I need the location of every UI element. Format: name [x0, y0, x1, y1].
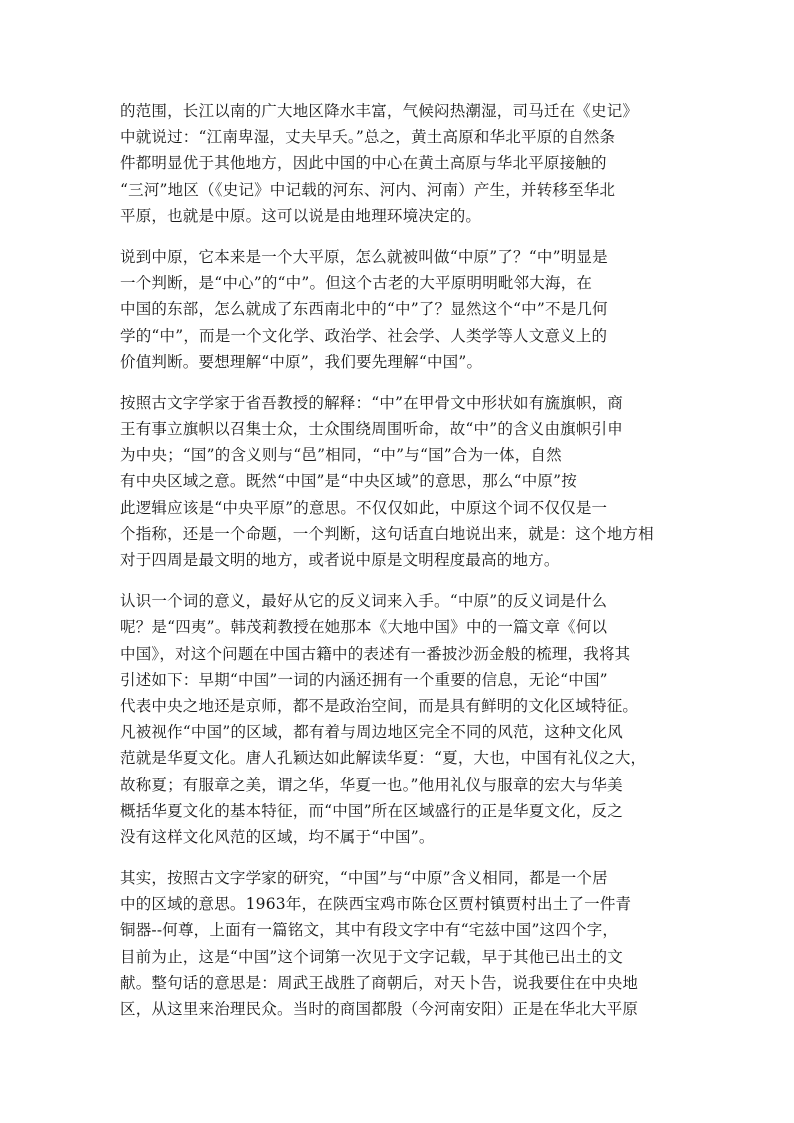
text-line: 王有事立旗帜以召集士众，士众围绕周围听命，故“中”的含义由旗帜引申 [120, 420, 623, 439]
text-line: 区，从这里来治理民众。当时的商国都殷（今河南安阳）正是在华北大平原 [120, 1000, 639, 1018]
text-line: 凡被视作“中国”的区域，都有着与周边地区完全不同的风范，这种文化风 [120, 723, 623, 742]
text-line: 个指称，还是一个命题，一个判断，这句话直白地说出来，就是：这个地方相 [120, 524, 654, 543]
text-line: 平原，也就是中原。这可以说是由地理环境决定的。 [120, 206, 482, 225]
text-line: 中的区域的意思。1963年，在陕西宝鸡市陈仓区贾村镇贾村出土了一件青 [120, 895, 632, 914]
text-line: 价值判断。要想理解“中原”，我们要先理解“中国”。 [120, 352, 483, 371]
text-line: 的范围，长江以南的广大地区降水丰富，气候闷热潮湿，司马迁在《史记》 [120, 102, 639, 120]
document-body [120, 98, 680, 1037]
text-line: 中国的东部，怎么就成了东西南北中的“中”了？显然这个“中”不是几何 [120, 300, 608, 319]
text-line: 代表中央之地还是京师，都不是政治空间，而是具有鲜明的文化区域特征。 [120, 696, 639, 715]
paragraph [120, 244, 680, 375]
paragraph [120, 865, 680, 1022]
text-line: 一个判断，是“中心”的“中”。但这个古老的大平原明明毗邻大海，在 [120, 274, 593, 293]
text-line: 中国》，对这个问题在中国古籍中的表述有一番披沙沥金般的梳理，我将其 [120, 644, 631, 663]
text-line: 有中央区域之意。既然“中国”是“中央区域”的意思，那么“中原”按 [120, 472, 577, 491]
text-line: 说到中原，它本来是一个大平原，怎么就被叫做“中原”了？“中”明显是 [120, 247, 608, 266]
text-line: “三河”地区（《史记》中记载的河东、河内、河南）产生，并转移至华北 [120, 180, 616, 199]
text-line: 按照古文字学家于省吾教授的解释：“中”在甲骨文中形状如有旒旗帜，商 [120, 393, 623, 412]
text-line: 学的“中”，而是一个文化学、政治学、社会学、人类学等人文意义上的 [120, 326, 608, 345]
text-line: 献。整句话的意思是：周武王战胜了商朝后，对天卜告，说我要住在中央地 [120, 973, 639, 992]
paragraph [120, 588, 680, 850]
text-line: 此逻辑应该是“中央平原”的意思。不仅仅如此，中原这个词不仅仅是一 [120, 498, 608, 517]
text-line: 目前为止，这是“中国”这个词第一次见于文字记载，早于其他已出土的文 [120, 947, 623, 966]
text-line: 对于四周是最文明的地方，或者说中原是文明程度最高的地方。 [120, 551, 560, 569]
text-line: 故称夏；有服章之美，谓之华，华夏一也。”他用礼仪与服章的宏大与华美 [120, 775, 623, 794]
text-line: 概括华夏文化的基本特征，而“中国”所在区域盛行的正是华夏文化，反之 [120, 801, 623, 820]
text-line: 中就说过：“江南卑湿，丈夫早夭。”总之，黄土高原和华北平原的自然条 [120, 128, 616, 147]
text-line: 认识一个词的意义，最好从它的反义词来入手。“中原”的反义词是什么 [120, 592, 608, 611]
text-line: 其实，按照古文字学家的研究，“中国”与“中原”含义相同，都是一个居 [120, 869, 608, 888]
text-line: 铜器--何尊，上面有一篇铭文，其中有段文字中有“宅兹中国”这四个字， [120, 921, 619, 940]
paragraph [120, 98, 680, 229]
text-line: 件都明显优于其他地方，因此中国的中心在黄土高原与华北平原接触的 [120, 154, 607, 173]
text-line: 范就是华夏文化。唐人孔颖达如此解读华夏：“夏，大也，中国有礼仪之大， [120, 749, 647, 768]
text-line: 呢？是“四夷”。韩茂莉教授在她那本《大地中国》中的一篇文章《何以 [120, 618, 608, 637]
text-line: 为中央；“国”的含义则与“邑”相同，“中”与“国”合为一体，自然 [120, 446, 562, 465]
text-line: 引述如下：早期“中国”一词的内涵还拥有一个重要的信息，无论“中国” [120, 670, 608, 689]
text-line: 没有这样文化风范的区域，均不属于“中国”。 [120, 827, 435, 846]
paragraph [120, 390, 680, 573]
